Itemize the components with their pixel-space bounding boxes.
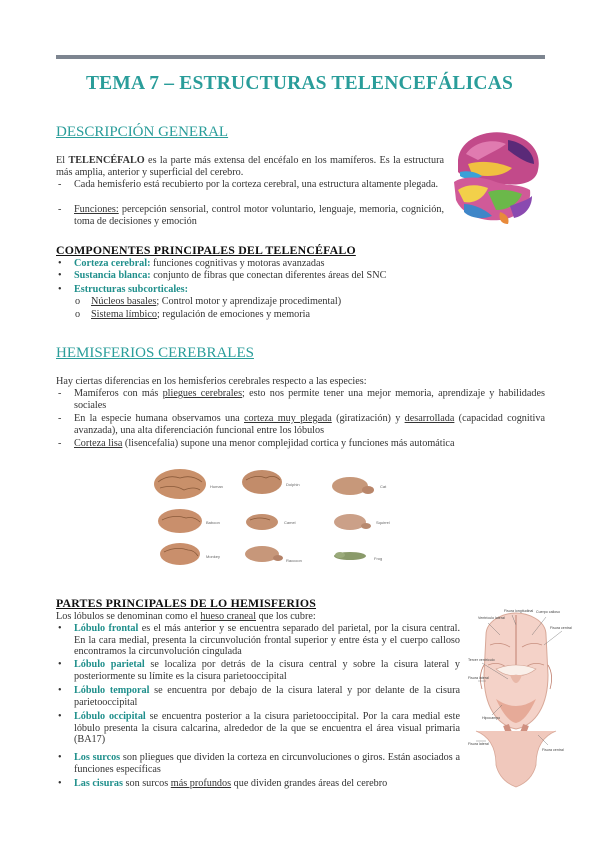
section-heading-componentes: COMPONENTES PRINCIPALES DEL TELENCÉFALO (56, 243, 356, 257)
sub-bullet-marker: o (75, 309, 81, 320)
bullet-marker: • (58, 284, 62, 295)
animal-label-frog: Frog (374, 556, 383, 561)
animal-label-camel: Camel (284, 520, 296, 525)
animal-label-baboon: Baboon (206, 520, 220, 525)
brain-coronal-section-figure (466, 605, 572, 795)
animal-label-dolphin: Dolphin (286, 482, 300, 487)
brain-cat (332, 477, 387, 495)
brain-label-cuerpo-calloso: Cuerpo calloso (536, 610, 560, 614)
brain-raccoon (245, 546, 302, 563)
animal-label-raccoon: Raccoon (286, 558, 302, 563)
bullet-marker: • (58, 270, 62, 281)
cisuras-item: Las cisuras son surcos más profundos que dividen grandes áreas del cerebro (74, 778, 388, 789)
top-divider-bar (56, 55, 545, 59)
animal-label-cat: Cat (380, 484, 387, 489)
dash-marker: - (58, 204, 62, 215)
brain-label-fisura-lateral-1: Fisura lateral (468, 676, 489, 680)
component-item-subcorticales: Estructuras subcorticales: (74, 284, 189, 295)
dash-marker: - (58, 438, 62, 449)
brain-label-fisura-longitudinal: Fisura longitudinal (504, 609, 534, 613)
dash-marker: - (58, 179, 62, 190)
page-title: TEMA 7 – ESTRUCTURAS TELENCEFÁLICAS (85, 73, 514, 94)
brain-human (154, 469, 223, 499)
component-item-corteza: Corteza cerebral: funciones cognitivas y motoras avanzadas (74, 258, 325, 269)
species-brains-figure (150, 466, 400, 574)
dash-marker: - (58, 388, 62, 399)
surcos-item: Los surcos son pliegues que dividen la corteza en circunvoluciones o giros. Están asociados a funciones específicas (74, 752, 460, 775)
brain-squirrel (334, 514, 390, 530)
bullet-marker: • (58, 752, 62, 763)
brain-label-hipocampo: Hipocampo (482, 716, 501, 720)
lobe-parietal: Lóbulo parietal se localiza por detrás de la cisura central y sobre la cisura lateral y posteriormente su límite es la cisura parietooccipital (74, 659, 460, 682)
bullet-marker: • (58, 623, 62, 634)
bullet-marker: • (58, 711, 62, 722)
brain-frog (334, 552, 382, 561)
animal-label-monkey: Monkey (206, 554, 221, 559)
hemis-bullet-3: Corteza lisa (lisencefalia) supone una menor complejidad cortica y funciones más automática (74, 438, 455, 449)
brain-label-fisura-lateral-2: Fisura lateral (468, 742, 489, 746)
subcortical-nucleos: Núcleos basales; Control motor y aprendizaje procedimental) (91, 296, 342, 307)
desc-intro: El TELENCÉFALO es la parte más extensa del encéfalo en los mamíferos. Es la estructura más amplia, anterior y superficial del cerebro. (56, 155, 444, 178)
animal-label-human: Human (210, 484, 223, 489)
animal-label-squirrel: Squirrel (376, 520, 390, 525)
parts-intro: Los lóbulos se denominan como el hueso craneal que los cubre: (56, 611, 316, 622)
lobe-occipital: Lóbulo occipital se encuentra posterior a la cisura parietooccipital. Por la cara medial este lóbulo presenta la cisura calcarina, alrededor de la que se encuentra el área visual primaria (BA17) (74, 711, 460, 745)
lobe-frontal: Lóbulo frontal es el más anterior y se encuentra separado del parietal, por la cisura central. En la cara medial, presenta la circunvolución frontal superior y entre ésta y el cuerpo calloso encontramos la circunvolución cingulada (74, 623, 461, 657)
section-heading-partes: PARTES PRINCIPALES DE LO HEMISFERIOS (56, 596, 317, 610)
brain-label-fisura-central-1: Fisura central (550, 626, 572, 630)
lobe-temporal: Lóbulo temporal se encuentra por debajo de la cisura lateral y por delante de la cisura parietooccipital (74, 685, 460, 708)
section-heading-descripcion: DESCRIPCIÓN GENERAL (56, 124, 229, 140)
brain-baboon (158, 509, 220, 533)
hemis-bullet-2: En la especie humana observamos una corteza muy plegada (giratización) y desarrollada (capacidad cognitiva avanzada), una alta diferenciación funcional entre los lóbulos (74, 413, 545, 436)
subcortical-limbico: Sistema límbico; regulación de emociones y memoria (91, 309, 310, 320)
dash-marker: - (58, 413, 62, 424)
component-item-sustancia: Sustancia blanca: conjunto de fibras que conectan diferentes áreas del SNC (74, 270, 387, 281)
hemis-intro: Hay ciertas diferencias en los hemisferios cerebrales respecto a las especies: (56, 376, 367, 387)
bullet-marker: • (58, 685, 62, 696)
brain-dolphin (242, 470, 300, 494)
bullet-marker: • (58, 659, 62, 670)
bullet-marker: • (58, 258, 62, 269)
bullet-marker: • (58, 778, 62, 789)
brain-label-fisura-central-2: Fisura central (542, 748, 564, 752)
desc-bullet-1: Cada hemisferio está recubierto por la corteza cerebral, una estructura altamente plegada. (74, 179, 439, 190)
brain-camel (246, 514, 296, 530)
hemis-bullet-1: Mamíferos con más pliegues cerebrales; esto nos permite tener una mejor memoria, aprendizaje y habilidades sociales (74, 388, 546, 411)
desc-bullet-2: Funciones: percepción sensorial, control motor voluntario, lenguaje, memoria, cognición, toma de decisiones y emoción (74, 204, 444, 227)
brain-monkey (160, 543, 220, 565)
brain-label-tercer-ventriculo: Tercer ventrículo (468, 658, 495, 662)
section-heading-hemisferios: HEMISFERIOS CEREBRALES (56, 345, 254, 361)
brain-colored-illustration (448, 120, 548, 230)
brain-label-ventriculo: Ventrículo lateral (478, 616, 505, 620)
sub-bullet-marker: o (75, 296, 81, 307)
